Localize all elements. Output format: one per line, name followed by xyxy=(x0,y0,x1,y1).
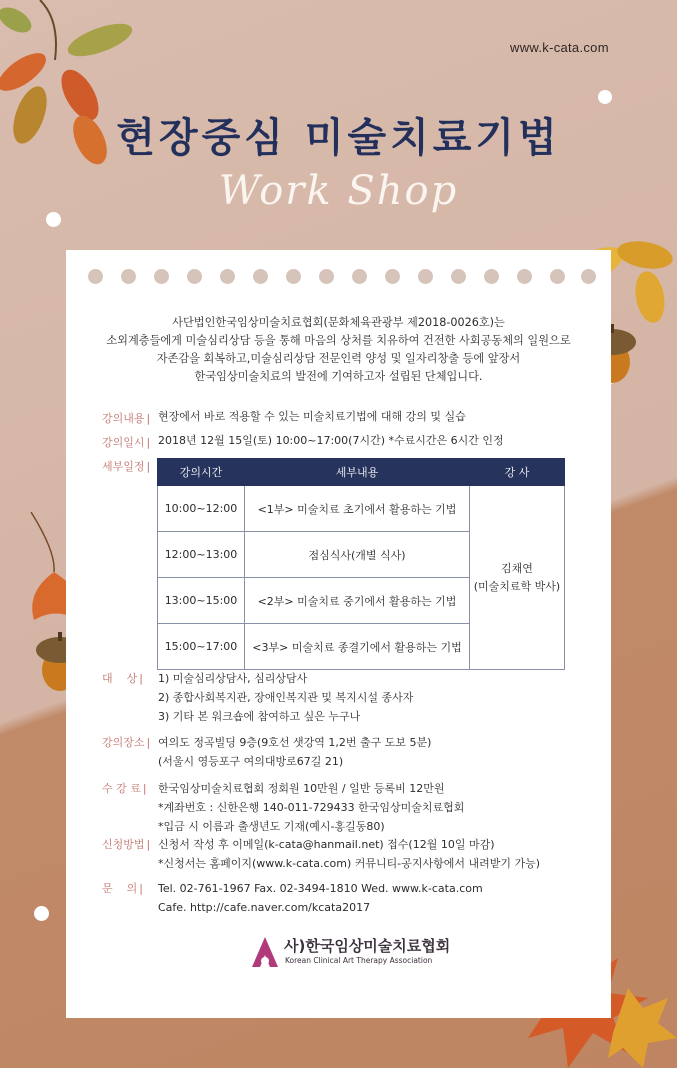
lecture-date-text: 2018년 12월 15일(토) 10:00~17:00(7시간) *수료시간은 6시간 인정 xyxy=(158,434,504,447)
content-cell: <3부> 미술치료 종결기에서 활용하는 기법 xyxy=(245,624,470,670)
inquiry-line: Tel. 02-761-1967 Fax. 02-3494-1810 Wed. www.k-cata.com xyxy=(158,882,483,895)
decor-dot xyxy=(319,269,334,284)
target-label: 대 상 | xyxy=(102,672,143,685)
decor-dot xyxy=(187,269,202,284)
target-text xyxy=(158,669,413,726)
intro-line: 한국임상미술치료의 발전에 기여하고자 설립된 단체입니다. xyxy=(194,370,483,383)
time-cell: 12:00~13:00 xyxy=(158,532,245,578)
schedule-label: 세부일정 | xyxy=(102,460,151,473)
association-logo-icon xyxy=(250,935,280,969)
decor-dot xyxy=(253,269,268,284)
intro-line: 자존감을 회복하고,미술심리상담 전문인력 양성 및 일자리창출 등에 앞장서 xyxy=(156,352,521,365)
time-cell: 15:00~17:00 xyxy=(158,624,245,670)
target-line: 3) 기타 본 워크숍에 참여하고 싶은 누구나 xyxy=(158,710,361,723)
target-line: 2) 종합사회복지관, 장애인복지관 및 복지시설 종사자 xyxy=(158,691,414,704)
target-line: 1) 미술심리상담사, 심리상담사 xyxy=(158,672,308,685)
inquiry-label: 문 의 | xyxy=(102,882,143,895)
apply-line: 신청서 작성 후 이메일(k-cata@hanmail.net) 접수(12월 10일 마감) xyxy=(158,838,495,851)
decor-dot xyxy=(418,269,433,284)
fee-line: *계좌번호 : 신한은행 140-011-729433 한국임상미술치료협회 xyxy=(158,801,465,814)
instructor-title: (미술치료학 박사) xyxy=(473,579,561,593)
lecture-content-label: 강의내용 | xyxy=(102,412,151,425)
inquiry-text xyxy=(158,879,483,917)
instructor-cell xyxy=(470,486,565,670)
decor-dot xyxy=(581,269,596,284)
decor-dot xyxy=(352,269,367,284)
decor-dot xyxy=(46,212,61,227)
content-cell: <1부> 미술치료 초기에서 활용하는 기법 xyxy=(245,486,470,532)
decor-dot xyxy=(220,269,235,284)
decor-dot xyxy=(286,269,301,284)
decor-dot xyxy=(517,269,532,284)
lecture-content-text: 현장에서 바로 적용할 수 있는 미술치료기법에 대해 강의 및 실습 xyxy=(158,410,466,423)
content-cell: 점심식사(개별 식사) xyxy=(245,532,470,578)
intro-line: 소외계층들에게 미술심리상담 등을 통해 마음의 상처를 치유하여 건전한 사회공동체의 일원으로 xyxy=(106,334,571,347)
venue-line: 여의도 정곡빌딩 9층(9호선 샛강역 1,2번 출구 도보 5분) xyxy=(158,736,432,749)
association-name-en: Korean Clinical Art Therapy Association xyxy=(285,956,433,965)
venue-line: (서울시 영등포구 여의대방로67길 21) xyxy=(158,755,344,768)
decor-dot xyxy=(121,269,136,284)
intro-text xyxy=(66,314,611,386)
venue-label: 강의장소 | xyxy=(102,736,151,749)
lecture-date-label: 강의일시 | xyxy=(102,436,151,449)
inquiry-line: Cafe. http://cafe.naver.com/kcata2017 xyxy=(158,901,371,914)
decor-dot xyxy=(34,906,49,921)
time-cell: 13:00~15:00 xyxy=(158,578,245,624)
column-header: 세부내용 xyxy=(245,459,470,486)
decor-dot xyxy=(484,269,499,284)
decor-dot xyxy=(385,269,400,284)
page-subtitle: Work Shop xyxy=(218,168,459,214)
decor-dot xyxy=(550,269,565,284)
decor-dot xyxy=(88,269,103,284)
autumn-leaves-icon xyxy=(0,0,140,170)
apply-text xyxy=(158,835,540,873)
table-header-row xyxy=(158,459,565,486)
page-title: 현장중심 미술치료기법 xyxy=(116,114,561,161)
instructor-name: 김채연 xyxy=(501,561,533,575)
fee-line: *입금 시 이름과 출생년도 기재(예시-홍길동80) xyxy=(158,820,385,833)
association-logo xyxy=(250,933,470,973)
site-url[interactable]: www.k-cata.com xyxy=(510,40,609,55)
venue-text xyxy=(158,733,431,771)
apply-label: 신청방법 | xyxy=(102,838,151,851)
fee-line: 한국임상미술치료협회 정회원 10만원 / 일반 등록비 12만원 xyxy=(158,782,445,795)
apply-line: *신청서는 홈페이지(www.k-cata.com) 커뮤니티-공지사항에서 내려받기 가능) xyxy=(158,857,540,870)
decor-dot xyxy=(154,269,169,284)
time-cell: 10:00~12:00 xyxy=(158,486,245,532)
decor-dot xyxy=(451,269,466,284)
content-cell: <2부> 미술치료 중기에서 활용하는 기법 xyxy=(245,578,470,624)
decor-dot xyxy=(598,90,612,104)
table-row xyxy=(158,486,565,532)
intro-line: 사단법인한국임상미술치료협회(문화체육관광부 제2018-0026호)는 xyxy=(172,316,505,329)
column-header: 강의시간 xyxy=(158,459,245,486)
content-card xyxy=(66,250,611,1018)
association-name: 사)한국임상미술치료협회 xyxy=(284,937,451,955)
column-header: 강 사 xyxy=(470,459,565,486)
fee-text xyxy=(158,779,464,836)
schedule-table xyxy=(157,458,565,670)
fee-label: 수 강 료 | xyxy=(102,782,147,795)
